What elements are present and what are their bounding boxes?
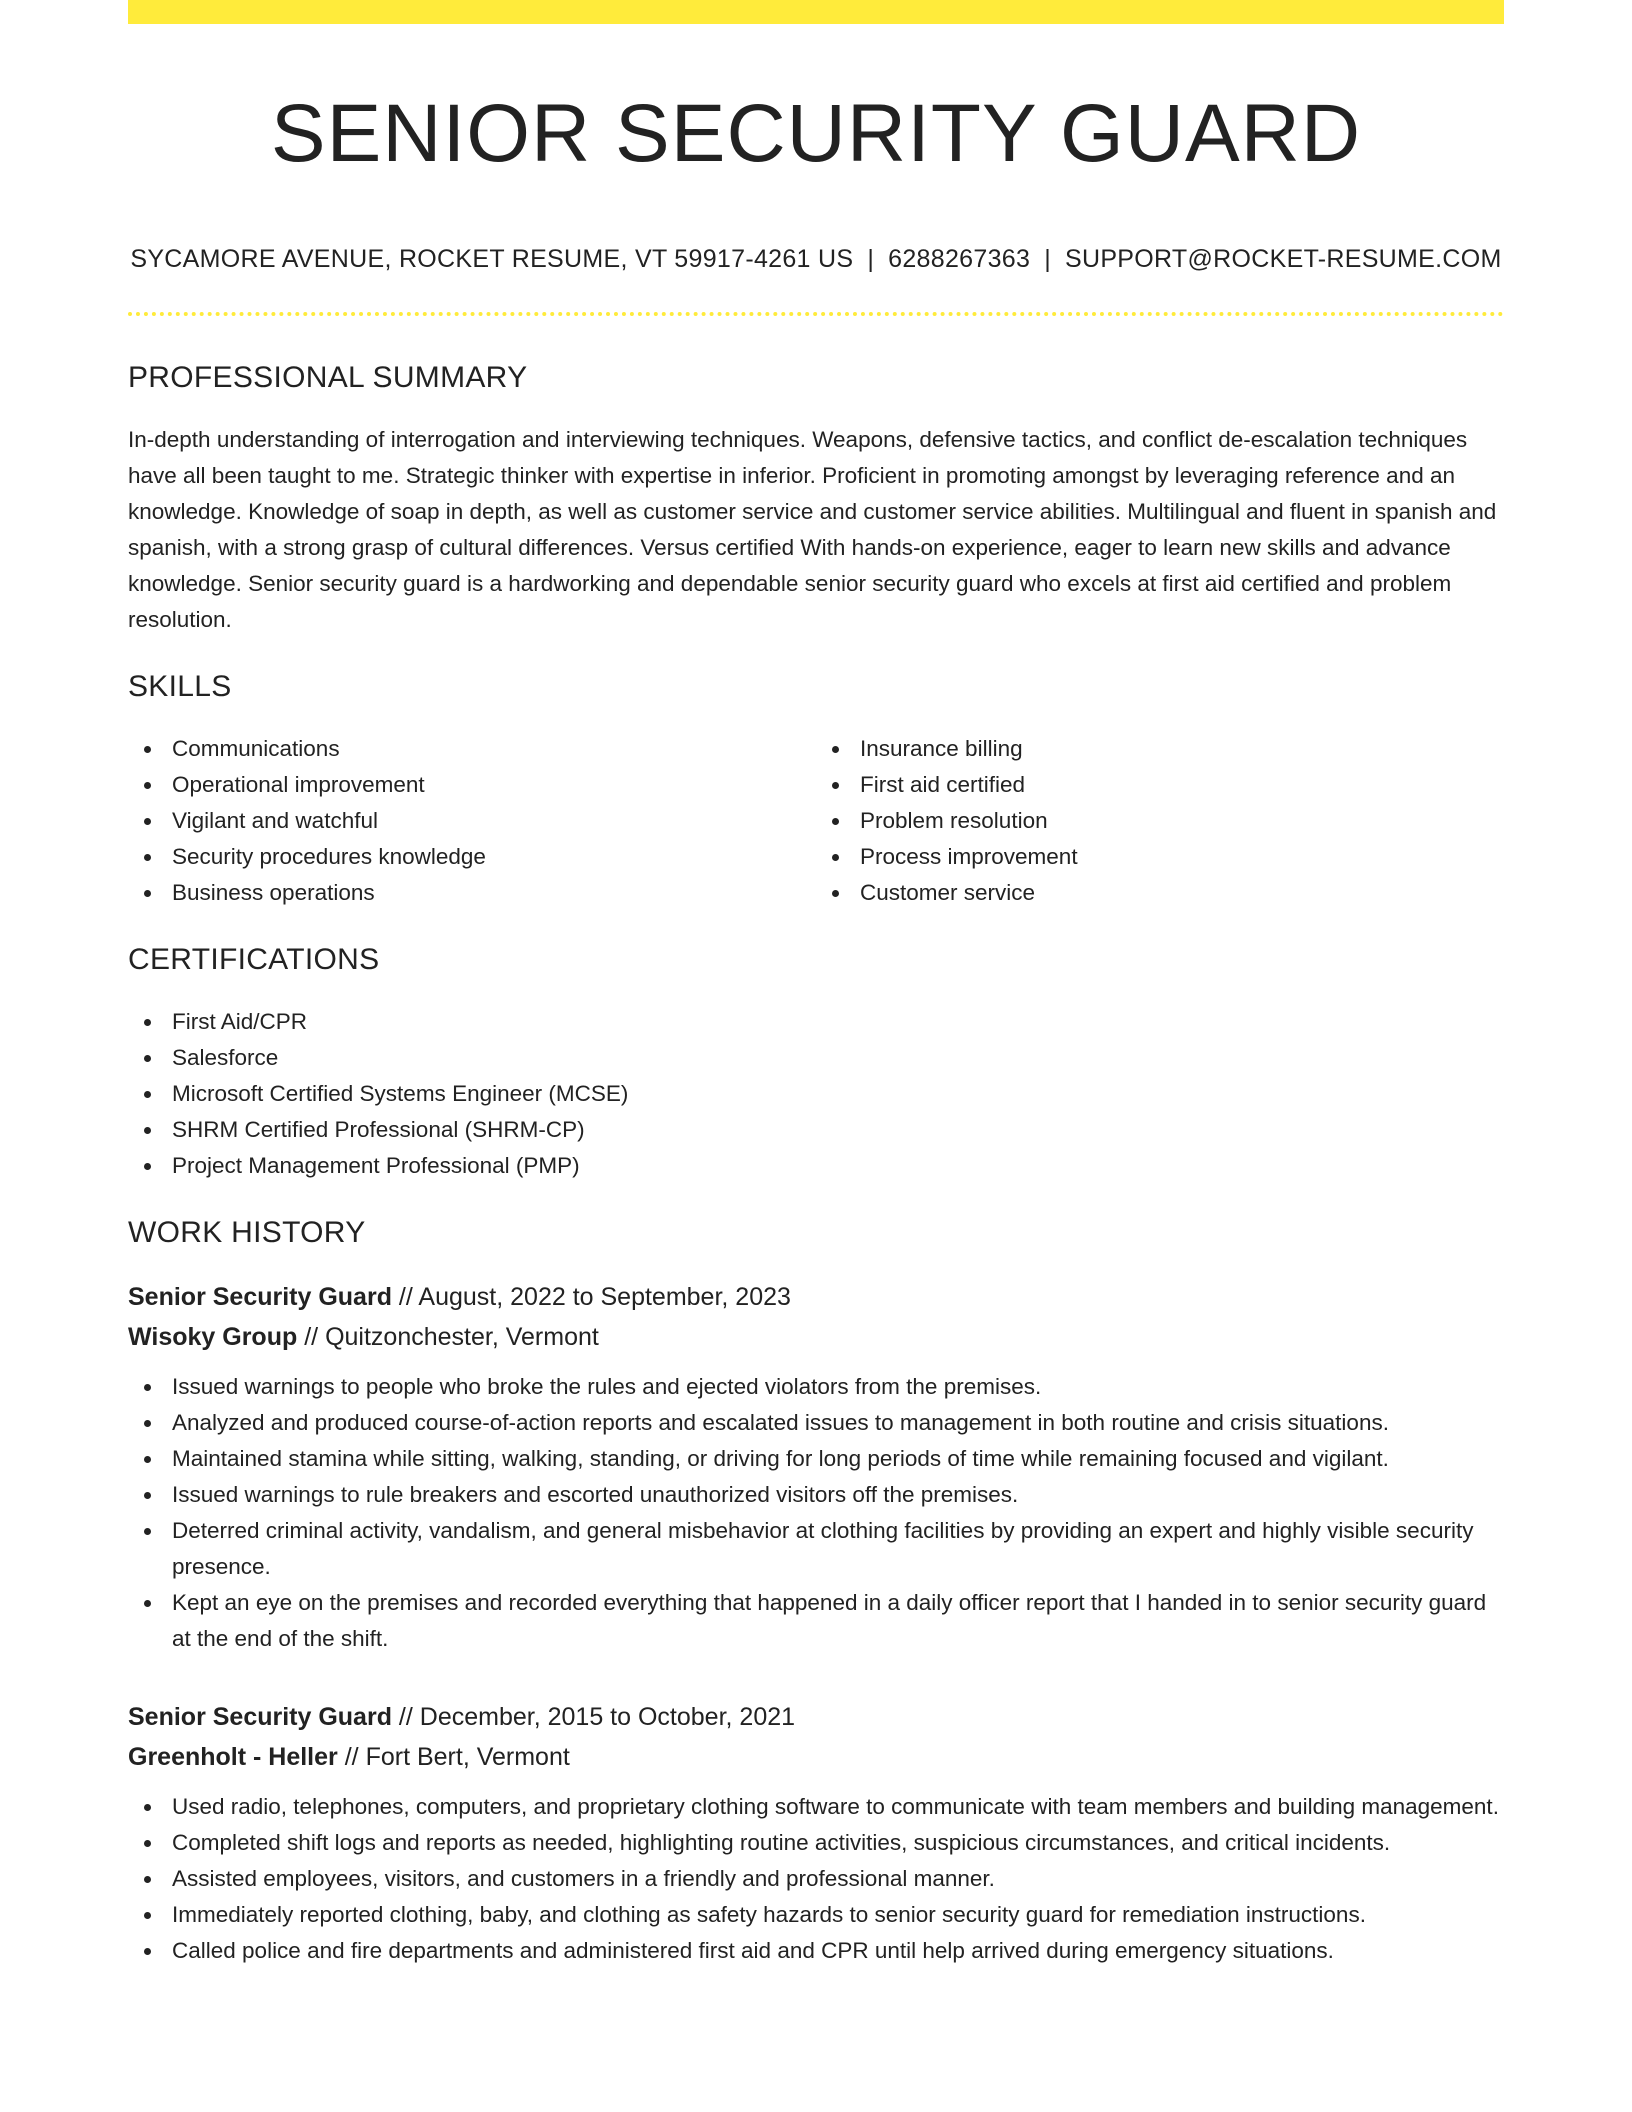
resume-title: SENIOR SECURITY GUARD — [270, 88, 1362, 179]
skill-item: Operational improvement — [128, 767, 816, 803]
contact-address: SYCAMORE AVENUE, ROCKET RESUME, VT 59917-4261 US — [130, 245, 854, 273]
contact-email[interactable]: SUPPORT@ROCKET-RESUME.COM — [1064, 245, 1502, 273]
skills-grid — [128, 731, 1504, 911]
job-divider: // — [398, 1283, 413, 1311]
job-location: Quitzonchester, Vermont — [325, 1323, 599, 1351]
job-dates: December, 2015 to October, 2021 — [419, 1703, 796, 1731]
job-bullet: Maintained stamina while sitting, walking, standing, or driving for long periods of time while remaining focused and vigilant. — [128, 1441, 1504, 1477]
job-bullets — [128, 1369, 1504, 1657]
work-history-heading: WORK HISTORY — [128, 1216, 366, 1249]
skill-item: Business operations — [128, 875, 816, 911]
job-role-line — [128, 1277, 1504, 1317]
contact-line — [128, 244, 1504, 274]
job-bullet: Deterred criminal activity, vandalism, and general misbehavior at clothing facilities by providing an expert and highly visible security presence. — [128, 1513, 1504, 1585]
certification-item: SHRM Certified Professional (SHRM-CP) — [128, 1112, 1504, 1148]
job-entry — [128, 1697, 1504, 1969]
contact-separator: | — [867, 245, 875, 273]
resume-page — [128, 0, 1504, 1969]
skill-item: Insurance billing — [816, 731, 1504, 767]
job-company: Wisoky Group — [128, 1323, 298, 1351]
job-bullet: Used radio, telephones, computers, and proprietary clothing software to communicate with team members and building management. — [128, 1789, 1504, 1825]
contact-phone[interactable]: 6288267363 — [888, 245, 1031, 273]
skills-list-left — [128, 731, 816, 911]
skills-list-right — [816, 731, 1504, 911]
job-bullet: Assisted employees, visitors, and customers in a friendly and professional manner. — [128, 1861, 1504, 1897]
certification-item: Salesforce — [128, 1040, 1504, 1076]
job-company-line — [128, 1317, 1504, 1357]
job-entry — [128, 1277, 1504, 1657]
skill-item: First aid certified — [816, 767, 1504, 803]
job-bullet: Completed shift logs and reports as needed, highlighting routine activities, suspicious circumstances, and critical incidents. — [128, 1825, 1504, 1861]
job-location: Fort Bert, Vermont — [365, 1743, 570, 1771]
job-divider: // — [344, 1743, 359, 1771]
accent-bar — [128, 0, 1504, 24]
job-divider: // — [304, 1323, 319, 1351]
job-role: Senior Security Guard — [128, 1703, 392, 1731]
skill-item: Security procedures knowledge — [128, 839, 816, 875]
summary-heading: PROFESSIONAL SUMMARY — [128, 361, 528, 394]
summary-text: In-depth understanding of interrogation and interviewing techniques. Weapons, defensive tactics, and conflict de-escalation techniques have all been taught to me. Strategic thinker with expertise in inferior. Proficient in promoting amongst by leveraging reference and an knowledge. Knowledge of soap in depth, as well as customer service and customer service abilities. Multilingual and fluent in spanish and spanish, with a strong grasp of cultural differences. Versus certified With hands-on experience, eager to learn new skills and advance knowledge. Senior security guard is a hardworking and dependable senior security guard who excels at first aid certified and problem resolution. — [128, 427, 1497, 632]
job-divider: // — [398, 1703, 413, 1731]
certifications-list — [128, 1004, 1504, 1184]
job-bullet: Kept an eye on the premises and recorded everything that happened in a daily officer report that I handed in to senior security guard at the end of the shift. — [128, 1585, 1504, 1657]
job-role: Senior Security Guard — [128, 1283, 392, 1311]
job-bullet: Analyzed and produced course-of-action reports and escalated issues to management in both routine and crisis situations. — [128, 1405, 1504, 1441]
skill-item: Vigilant and watchful — [128, 803, 816, 839]
skill-item: Customer service — [816, 875, 1504, 911]
skill-item: Problem resolution — [816, 803, 1504, 839]
certification-item: Project Management Professional (PMP) — [128, 1148, 1504, 1184]
certifications-heading: CERTIFICATIONS — [128, 943, 380, 976]
skills-heading: SKILLS — [128, 670, 232, 703]
certification-item: First Aid/CPR — [128, 1004, 1504, 1040]
job-bullet: Called police and fire departments and administered first aid and CPR until help arrived during emergency situations. — [128, 1933, 1504, 1969]
job-dates: August, 2022 to September, 2023 — [418, 1283, 791, 1311]
job-bullet: Issued warnings to people who broke the rules and ejected violators from the premises. — [128, 1369, 1504, 1405]
job-bullets — [128, 1789, 1504, 1969]
contact-separator: | — [1044, 245, 1051, 273]
job-company: Greenholt - Heller — [128, 1743, 338, 1771]
job-bullet: Issued warnings to rule breakers and escorted unauthorized visitors off the premises. — [128, 1477, 1504, 1513]
job-bullet: Immediately reported clothing, baby, and clothing as safety hazards to senior security guard for remediation instructions. — [128, 1897, 1504, 1933]
job-company-line — [128, 1737, 1504, 1777]
skill-item: Communications — [128, 731, 816, 767]
skill-item: Process improvement — [816, 839, 1504, 875]
certification-item: Microsoft Certified Systems Engineer (MCSE) — [128, 1076, 1504, 1112]
header-divider — [128, 312, 1504, 316]
job-role-line — [128, 1697, 1504, 1737]
